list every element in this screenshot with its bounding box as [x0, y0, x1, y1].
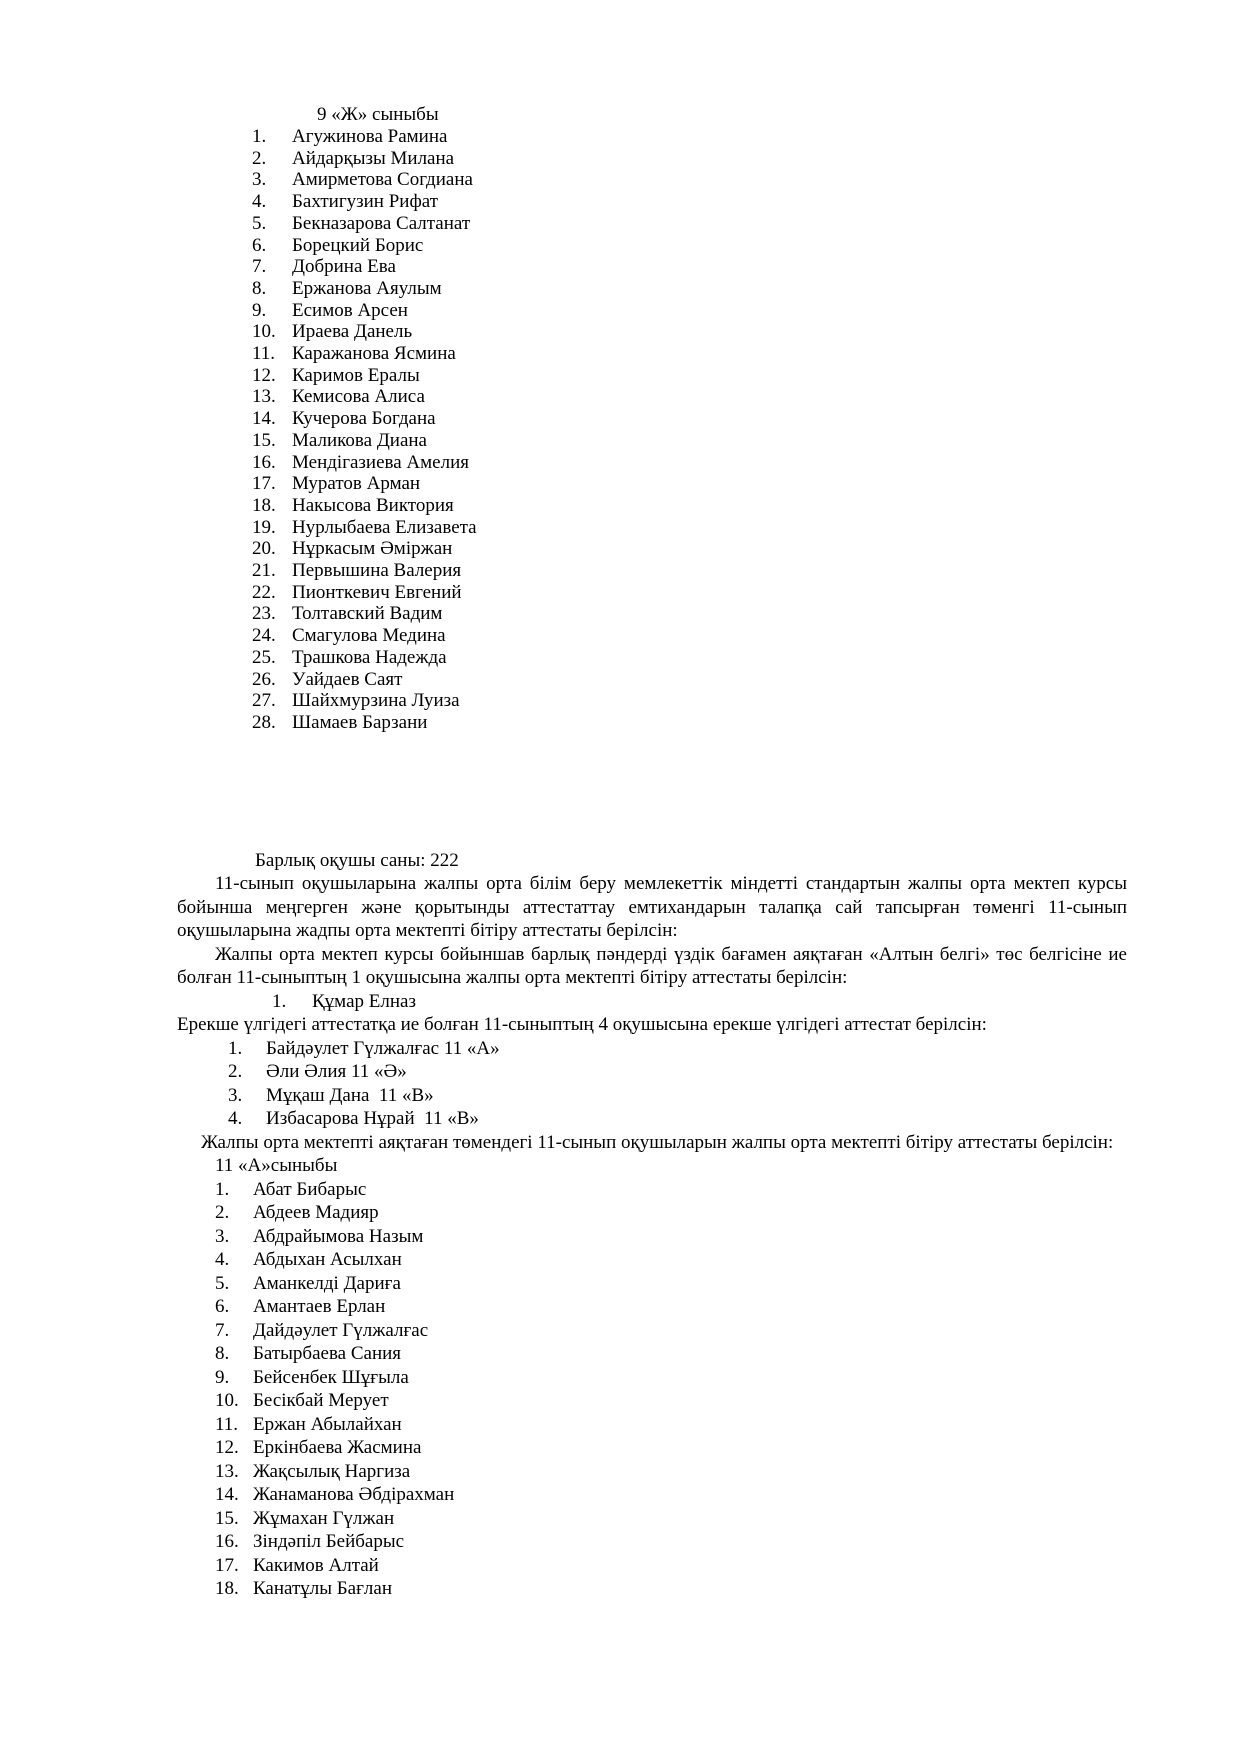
student-list-item	[177, 647, 1127, 669]
student-number: 6.	[215, 1296, 230, 1318]
student-list-item	[177, 1107, 1127, 1131]
student-number: 28.	[252, 711, 276, 733]
student-number: 3.	[252, 169, 267, 191]
class-11a-student-list	[177, 1178, 1127, 1601]
student-number: 4.	[228, 1108, 243, 1130]
student-number: 13.	[215, 1460, 239, 1482]
student-name: Смагулова Медина	[292, 625, 446, 647]
student-number: 24.	[252, 625, 276, 647]
student-name: Батырбаева Сания	[253, 1343, 402, 1365]
student-name: Муратов Арман	[292, 473, 421, 495]
student-number: 13.	[252, 386, 276, 408]
student-number: 11.	[215, 1413, 239, 1435]
student-name: Каримов Ералы	[292, 364, 420, 386]
student-number: 12.	[252, 364, 276, 386]
student-list-item	[177, 300, 1127, 322]
student-name: Ержанова Аяулым	[292, 277, 442, 299]
student-number: 20.	[252, 538, 276, 560]
student-name: Каражанова Ясмина	[292, 343, 456, 365]
student-number: 17.	[252, 473, 276, 495]
student-number: 2.	[228, 1061, 243, 1083]
student-list-item	[177, 1248, 1127, 1272]
student-name: Абдрайымова Назым	[253, 1225, 424, 1247]
student-number: 19.	[252, 516, 276, 538]
student-list-item	[177, 191, 1127, 213]
student-list-item	[177, 603, 1127, 625]
student-number: 8.	[215, 1343, 230, 1365]
student-list-item	[177, 1178, 1127, 1202]
student-number: 2.	[215, 1202, 230, 1224]
student-name: Байдәулет Гүлжалғас 11 «А»	[266, 1037, 500, 1059]
student-list-item	[177, 1577, 1127, 1601]
student-name: Есимов Арсен	[292, 299, 408, 321]
student-name: Амирметова Согдиана	[292, 169, 473, 191]
student-list-item	[177, 1319, 1127, 1343]
altyn-belgi-recipient	[177, 990, 1127, 1014]
student-list-item	[177, 517, 1127, 539]
student-number: 10.	[252, 321, 276, 343]
student-name: Бейсенбек Шұғыла	[253, 1366, 409, 1388]
student-number: 1.	[252, 126, 267, 147]
paragraph-altyn-belgi: Жалпы орта мектеп курсы бойыншав барлық пәндерді үздік бағамен аяқтаған «Алтын белгі» төс белгісіне ие болған 11-сыныптың 1 оқушысына жалпы орта мектепті бітіру аттестаты берілсін:	[177, 943, 1132, 989]
student-name: Шамаев Барзани	[292, 711, 428, 733]
student-number: 16.	[252, 451, 276, 473]
student-number: 5.	[215, 1272, 230, 1294]
student-list-item	[177, 430, 1127, 452]
student-name: Әли Әлия 11 «Ә»	[266, 1061, 407, 1083]
student-name: Первышина Валерия	[292, 560, 462, 582]
student-number: 26.	[252, 668, 276, 690]
student-name: Абдеев Мадияр	[253, 1202, 379, 1224]
student-number: 7.	[252, 256, 267, 278]
student-name: Уайдаев Саят	[292, 668, 403, 690]
student-list-item	[177, 1225, 1127, 1249]
student-number: 21.	[252, 560, 276, 582]
student-name: Накысова Виктория	[292, 494, 454, 516]
student-number: 3.	[215, 1225, 230, 1247]
student-number: 12.	[215, 1437, 239, 1459]
paragraph-completion: Жалпы орта мектепті аяқтаған төмендегі 11-сынып оқушыларын жалпы орта мектепті бітіру аттестаты берілсін:	[201, 1131, 1114, 1153]
student-name: Нурлыбаева Елизавета	[292, 516, 477, 538]
student-name: Айдарқызы Милана	[292, 147, 455, 169]
student-number: 14.	[215, 1484, 239, 1506]
student-name: Борецкий Борис	[292, 234, 424, 256]
student-number: 9.	[215, 1366, 230, 1388]
student-number: 5.	[252, 212, 267, 234]
student-number: 18.	[215, 1578, 239, 1600]
student-list-item	[177, 408, 1127, 430]
student-name: Агужинова Рамина	[292, 126, 448, 147]
student-name: Толтавский Вадим	[292, 603, 443, 625]
student-name: Жақсылық Наргиза	[253, 1460, 411, 1482]
student-list-item	[177, 321, 1127, 343]
student-name: Какимов Алтай	[253, 1554, 379, 1576]
student-number: 22.	[252, 581, 276, 603]
student-name: Амантаев Ерлан	[253, 1296, 386, 1318]
student-name: Добрина Ева	[292, 256, 396, 278]
student-list-item	[177, 1201, 1127, 1225]
student-list-item	[177, 690, 1127, 712]
student-list-item	[177, 1084, 1127, 1108]
student-name: Абат Бибарыс	[253, 1178, 367, 1200]
student-list-item	[177, 1483, 1127, 1507]
student-list-item	[177, 625, 1127, 647]
student-list-item	[177, 1060, 1127, 1084]
student-list-item	[177, 386, 1127, 408]
student-name: Жұмахан Гүлжан	[253, 1507, 395, 1529]
student-name: Кучерова Богдана	[292, 408, 436, 430]
total-students-line: Барлық оқушы саны: 222	[255, 849, 459, 871]
student-name: Аманкелді Дариға	[253, 1272, 401, 1294]
student-name: Дайдәулет Гүлжалғас	[253, 1319, 429, 1341]
student-name: Жанаманова Әбдірахман	[253, 1484, 455, 1506]
student-name: Нұркасым Әміржан	[292, 538, 453, 560]
student-number: 9.	[252, 299, 267, 321]
student-list-item	[177, 560, 1127, 582]
student-list-item	[177, 1554, 1127, 1578]
student-name: Шайхмурзина Луиза	[292, 690, 460, 712]
class-11a-title: 11 «А»сыныбы	[215, 1155, 338, 1177]
student-name: Ержан Абылайхан	[253, 1413, 402, 1435]
student-number: 1.	[215, 1178, 230, 1200]
student-name: Еркінбаева Жасмина	[253, 1437, 422, 1459]
student-number: 14.	[252, 408, 276, 430]
student-list-item	[177, 1436, 1127, 1460]
student-name: Избасарова Нұрай 11 «В»	[266, 1108, 479, 1130]
student-number: 1.	[272, 990, 287, 1012]
student-list-item	[177, 452, 1127, 474]
student-number: 2.	[252, 147, 267, 169]
student-number: 4.	[215, 1249, 230, 1271]
class-9zh-student-list	[177, 126, 1127, 734]
student-name: Бесікбай Мерует	[253, 1390, 389, 1412]
student-name: Құмар Елназ	[312, 990, 416, 1012]
student-list-item	[177, 495, 1127, 517]
student-list-item	[177, 235, 1127, 257]
student-name: Пионткевич Евгений	[292, 581, 462, 603]
student-name: Абдыхан Асылхан	[253, 1249, 402, 1271]
student-list-item	[177, 538, 1127, 560]
student-list-item	[177, 126, 1127, 148]
student-name: Трашкова Надежда	[292, 646, 447, 668]
student-number: 3.	[228, 1084, 243, 1106]
student-number: 27.	[252, 690, 276, 712]
student-number: 17.	[215, 1554, 239, 1576]
student-list-item	[177, 1342, 1127, 1366]
student-list-item	[177, 1389, 1127, 1413]
student-number: 25.	[252, 646, 276, 668]
student-list-item	[177, 1530, 1127, 1554]
student-list-item	[177, 148, 1127, 170]
student-number: 11.	[252, 343, 276, 365]
student-name: Маликова Диана	[292, 429, 427, 451]
student-list-item	[177, 1366, 1127, 1390]
student-name: Зіндәпіл Бейбарыс	[253, 1531, 405, 1553]
student-list-item	[177, 256, 1127, 278]
student-list-item	[177, 1037, 1127, 1061]
student-name: Бекназарова Салтанат	[292, 212, 471, 234]
student-number: 15.	[215, 1507, 239, 1529]
erekshe-intro-line: Ерекше үлгідегі аттестатқа ие болған 11-сыныптың 4 оқушысына ерекше үлгідегі аттестат берілсін:	[177, 1014, 987, 1036]
student-list-item	[177, 278, 1127, 300]
student-list-item	[177, 669, 1127, 691]
student-list-item	[177, 365, 1127, 387]
student-list-item	[177, 343, 1127, 365]
student-number: 8.	[252, 277, 267, 299]
student-number: 1.	[228, 1037, 243, 1059]
student-number: 23.	[252, 603, 276, 625]
student-list-item	[177, 712, 1127, 734]
student-list-item	[177, 213, 1127, 235]
student-list-item	[177, 1413, 1127, 1437]
student-number: 15.	[252, 429, 276, 451]
student-number: 10.	[215, 1390, 239, 1412]
student-number: 6.	[252, 234, 267, 256]
student-number: 16.	[215, 1531, 239, 1553]
paragraph-attestation: 11-сынып оқушыларына жалпы орта білім беру мемлекеттік міндетті стандартын жалпы орта мектеп курсы бойынша меңгерген және қорытынды аттестаттау емтихандарын талапқа сай тапсырған төменгі 11-сынып оқушыларына жадпы орта мектепті бітіру аттестаты берілсін:	[177, 873, 1132, 942]
student-number: 4.	[252, 191, 267, 213]
student-number: 7.	[215, 1319, 230, 1341]
student-list-item	[177, 1507, 1127, 1531]
student-name: Кемисова Алиса	[292, 386, 425, 408]
student-list-item	[177, 473, 1127, 495]
student-name: Мұқаш Дана 11 «В»	[266, 1084, 434, 1106]
student-list-item	[177, 169, 1127, 191]
student-list-item	[177, 1295, 1127, 1319]
blank-gap	[177, 734, 1127, 849]
student-list-item	[177, 582, 1127, 604]
student-name: Бахтигузин Рифат	[292, 191, 439, 213]
student-list-item	[177, 1272, 1127, 1296]
student-name: Мендігазиева Амелия	[292, 451, 469, 473]
student-list-item	[177, 1460, 1127, 1484]
class-9zh-title: 9 «Ж» сыныбы	[317, 104, 439, 125]
student-number: 18.	[252, 494, 276, 516]
student-name: Канатұлы Бағлан	[253, 1578, 392, 1600]
student-name: Ираева Данель	[292, 321, 413, 343]
erekshe-student-list	[177, 1037, 1127, 1131]
